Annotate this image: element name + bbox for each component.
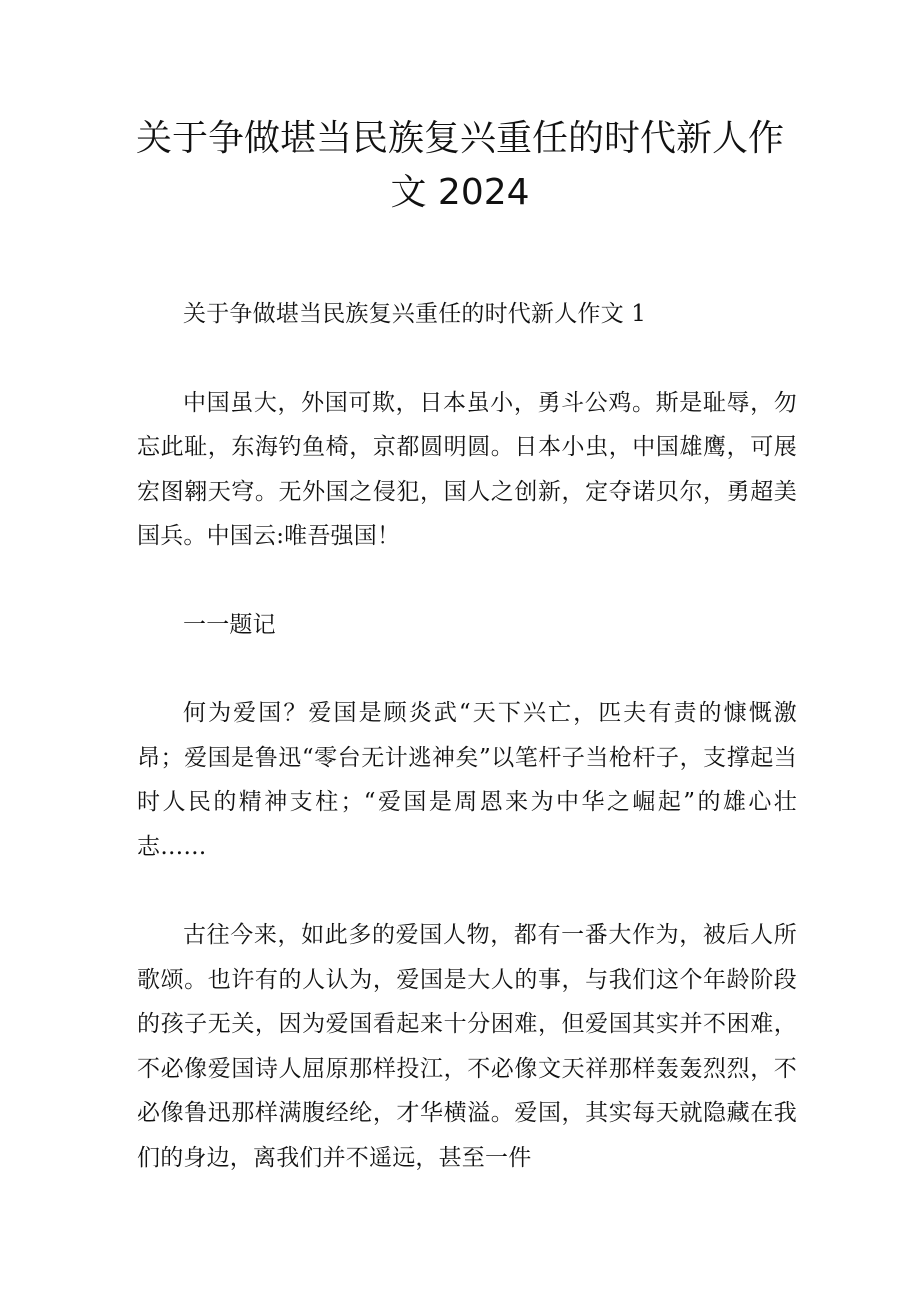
- document-title: [120, 112, 800, 220]
- title-line-1: 关于争做堪当民族复兴重任的时代新人作: [135, 118, 784, 159]
- epigraph-attribution: 一一题记: [183, 611, 276, 638]
- title-line-2: 文 2024: [390, 172, 530, 213]
- essay-heading: 关于争做堪当民族复兴重任的时代新人作文 1: [183, 301, 647, 327]
- essay-paragraph-2: 何为爱国？爱国是顾炎武“天下兴亡，匹夫有责的慷慨激昂；爱国是鲁迅“零台无计逃神矣”以笔杆子当枪杆子，支撑起当时人民的精神支柱；“爱国是周恩来为中华之崛起”的雄心壮志……: [137, 700, 797, 860]
- essay-paragraph-1: 中国虽大，外国可欺，日本虽小，勇斗公鸡。斯是耻辱，勿忘此耻，东海钓鱼椅，京都圆明圆。日本小虫，中国雄鹰，可展宏图翱天穹。无外国之侵犯，国人之创新，定夺诺贝尔，勇超美国兵。中国云:唯吾强国！: [137, 389, 797, 549]
- document-body: [137, 292, 797, 1180]
- essay-paragraph-3: 古往今来，如此多的爱国人物，都有一番大作为，被后人所歌颂。也许有的人认为，爱国是大人的事，与我们这个年龄阶段的孩子无关，因为爱国看起来十分困难，但爱国其实并不困难，不必像爱国诗人屈原那样投江，不必像文天祥那样轰轰烈烈，不必像鲁迅那样满腹经纶，才华横溢。爱国，其实每天就隐藏在我们的身边，离我们并不遥远，甚至一件: [137, 922, 797, 1171]
